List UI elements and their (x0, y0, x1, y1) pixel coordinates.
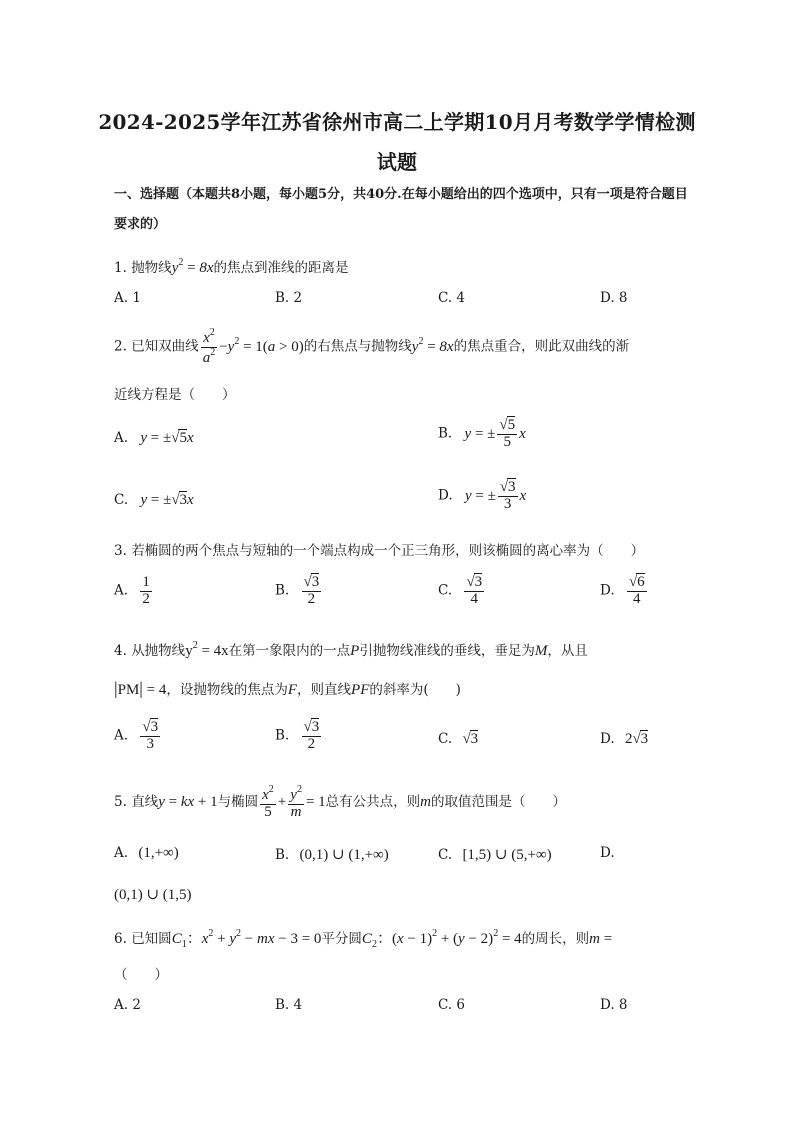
option-b: B. 4 (275, 997, 303, 1013)
option-d: D. y = ± $\frac{√3}{3}$ x (438, 479, 527, 512)
page-title: 2024-2025学年江苏省徐州市高二上学期10月月考数学学情检测 (98, 110, 696, 134)
question-text: 的斜率为( ) (369, 682, 461, 698)
question-text: ，则直线 (297, 682, 352, 698)
question-text: 若椭圆的两个焦点与短轴的一个端点构成一个正三角形，则该椭圆的离心率为（ ） (131, 543, 645, 559)
section-heading: 一、选择题（本题共8小题，每小题5分，共40分.在每小题给出的四个选项中，只有一项是符合题目要求的） (114, 187, 688, 232)
question-text: 与椭圆 (217, 794, 259, 811)
question-text: 总有公共点，则 (325, 794, 421, 811)
question-text: 在第一象限内的一点 (228, 643, 351, 659)
question-1 (114, 256, 349, 277)
option-c: C. $\frac{√3}{4}$ (438, 574, 483, 607)
question-text: 的取值范围是（ ） (431, 794, 566, 811)
question-6: 6. 已知圆$C_1$：$x^2 + y^2$ − mx − 3 = 0平分圆$C_2$：$(x - 1)^2 + (y - 2)^2 = 4$的周长，则m = (114, 928, 613, 950)
question-number: 5. (114, 794, 127, 811)
question-text: 的焦点重合，则此双曲线的渐 (453, 338, 630, 355)
question-text: 已知双曲线 (131, 338, 199, 355)
question-number: 1. (114, 260, 127, 276)
option-a: A. 2 (114, 997, 141, 1013)
question-3 (114, 539, 644, 559)
option-d: D. 8 (600, 997, 628, 1013)
question-text: 已知圆 (131, 931, 172, 947)
question-text: 引抛物线准线的垂线，垂足为 (359, 643, 535, 659)
option-d: (0,1) ∪ (1,5) (114, 887, 192, 903)
question-text: 直线 (131, 794, 159, 811)
math-formula: $y^2 = 4x$ (185, 640, 229, 659)
option-b: B. 2 (275, 290, 303, 306)
option-a: A. 1 (114, 290, 141, 306)
math-formula: | (114, 678, 118, 698)
math-formula: $\frac{x^2}{a^2}$ $-y^2 = 1(a > 0)$ (202, 327, 304, 366)
option-d: D. $\frac{√6}{4}$ (600, 574, 645, 607)
question-text: ，从且 (547, 643, 588, 659)
option-c: C. 4 (438, 290, 466, 306)
question-text: 从抛物线 (131, 643, 186, 659)
option-c: C. [1,5) ∪ (5,+∞) (438, 847, 552, 863)
math-formula: $y^2 = 8x$ (411, 335, 454, 355)
question-number: 6. (114, 931, 127, 947)
option-a: A. (1,+∞) (114, 845, 179, 861)
option-d: D. 2√3 (600, 731, 649, 747)
math-formula: $C_2$：$(x - 1)^2 + (y - 2)^2 = 4$ (361, 928, 522, 950)
option-a: A. $\frac{1}{2}$ (114, 574, 150, 607)
math-formula: $y^2 = 8x$ (171, 257, 214, 276)
math-formula: $\frac{x^2}{5}$ + $\frac{y^2}{m}$ = 1 (262, 784, 326, 820)
option-d-label: D. (600, 845, 615, 861)
option-d: D. 8 (600, 290, 628, 306)
question-4: 4. 从抛物线$y^2 = 4x$在第一象限内的一点P引抛物线准线的垂线，垂足为M，从且 (114, 640, 588, 659)
option-a: A. y = ±√5x (114, 430, 194, 446)
page-title-line2: 试题 (376, 150, 418, 174)
question-text: 平分圆 (321, 931, 362, 947)
question-6-line2: （ ） (114, 967, 168, 983)
option-b: B. $\frac{√3}{2}$ (275, 574, 320, 607)
option-c: C. y = ±√3x (114, 492, 194, 508)
option-c: C. √3 (438, 731, 479, 747)
option-b: B. (0,1) ∪ (1,+∞) (275, 847, 389, 863)
question-4-line2: |PM| = 4，设抛物线的焦点为F，则直线PF的斜率为( ) (114, 678, 461, 698)
option-c: C. 6 (438, 997, 466, 1013)
question-text: 抛物线 (131, 260, 172, 276)
question-text: 的周长，则 (521, 931, 590, 947)
question-number: 4. (114, 643, 127, 659)
math-formula: y = kx + 1 (158, 794, 218, 811)
option-b: B. y = ± $\frac{√5}{5}$ x (438, 417, 526, 450)
question-text: 的焦点到准线的距离是 (213, 260, 349, 276)
option-b: B. $\frac{√3}{2}$ (275, 719, 320, 752)
question-text: 的右焦点与抛物线 (303, 338, 412, 355)
question-2-line2: 近线方程是（ ） (114, 387, 236, 403)
question-2 (114, 328, 629, 367)
question-text: ，设抛物线的焦点为 (166, 682, 288, 698)
math-formula: $C_1$：$x^2 + y^2$ − mx − 3 = 0 (171, 928, 322, 950)
option-a: A. $\frac{√3}{3}$ (114, 719, 159, 752)
question-number: 2. (114, 338, 127, 355)
question-number: 3. (114, 543, 127, 559)
question-5: 5. 直线y = kx + 1与椭圆 $\frac{x^2}{5}$ + $\frac{y^2}{m}$ = 1总有公共点，则m的取值范围是（ ） (114, 784, 566, 820)
